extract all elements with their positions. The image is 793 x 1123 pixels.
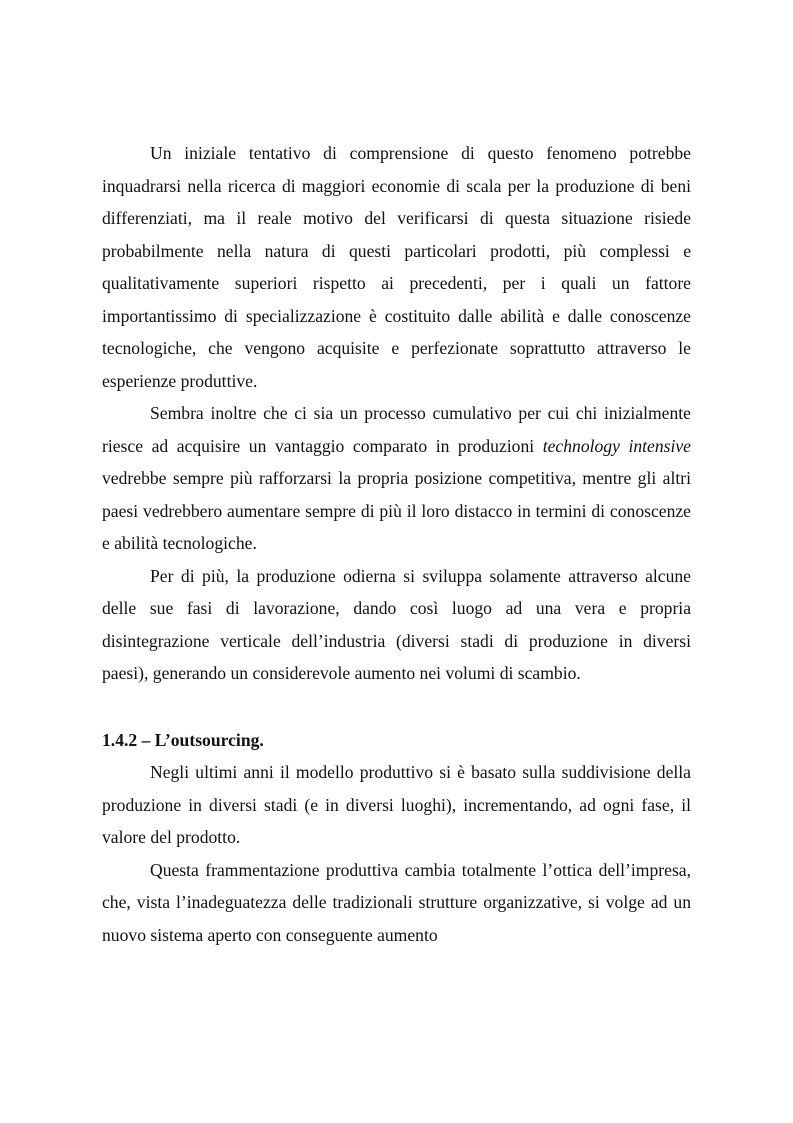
paragraph-text-start: Sembra inoltre che ci sia un processo cumulativo per cui chi inizialmente riesce ad acquisire un vantaggio comparato in produzioni bbox=[102, 403, 691, 456]
paragraph-frammentazione-produttiva: Questa frammentazione produttiva cambia totalmente l’ottica dell’impresa, che, vista l’inadeguatezza delle tradizionali strutture organizzative, si volge ad un nuovo sistema aperto con conseguente aumento bbox=[102, 859, 691, 945]
paragraph-processo-cumulativo bbox=[102, 397, 691, 560]
paragraph-disintegrazione-verticale: Per di più, la produzione odierna si sviluppa solamente attraverso alcune delle sue fasi di lavorazione, dando così luogo ad una vera e propria disintegrazione verticale dell’industria (diversi stadi di produzione in diversi paesi), generando un considerevole aumento nei volumi di scambio. bbox=[102, 565, 691, 683]
paragraph-modello-produttivo: Negli ultimi anni il modello produttivo si è basato sulla suddivisione della produzione in diversi stadi (e in diversi luoghi), incrementando, ad ogni fase, il valore del prodotto. bbox=[102, 762, 691, 847]
italic-term: technology intensive bbox=[542, 435, 691, 456]
paragraph-economie-di-scala: Un iniziale tentativo di comprensione di questo fenomeno potrebbe inquadrarsi nella ricerca di maggiori economie di scala per la produzione di beni differenziati, ma il reale motivo del verificarsi di questa situazione risiede probabilmente nella natura di questi particolari prodotti, più complessi e qualitativamente superiori rispetto ai precedenti, per i quali un fattore importantissimo di specializzazione è costituito dalle abilità e dalle conoscenze tecnologiche, che vengono acquisite e perfezionate soprattutto attraverso le esperienze produttive. bbox=[102, 143, 691, 391]
body-text bbox=[102, 137, 691, 951]
paragraph-text-end: vedrebbe sempre più rafforzarsi la propria posizione competitiva, mentre gli altri paesi vedrebbero aumentare sempre di più il loro distacco in termini di conoscenze e abilità tecnologiche. bbox=[102, 468, 691, 553]
section-heading: 1.4.2 – L’outsourcing. bbox=[102, 729, 264, 750]
